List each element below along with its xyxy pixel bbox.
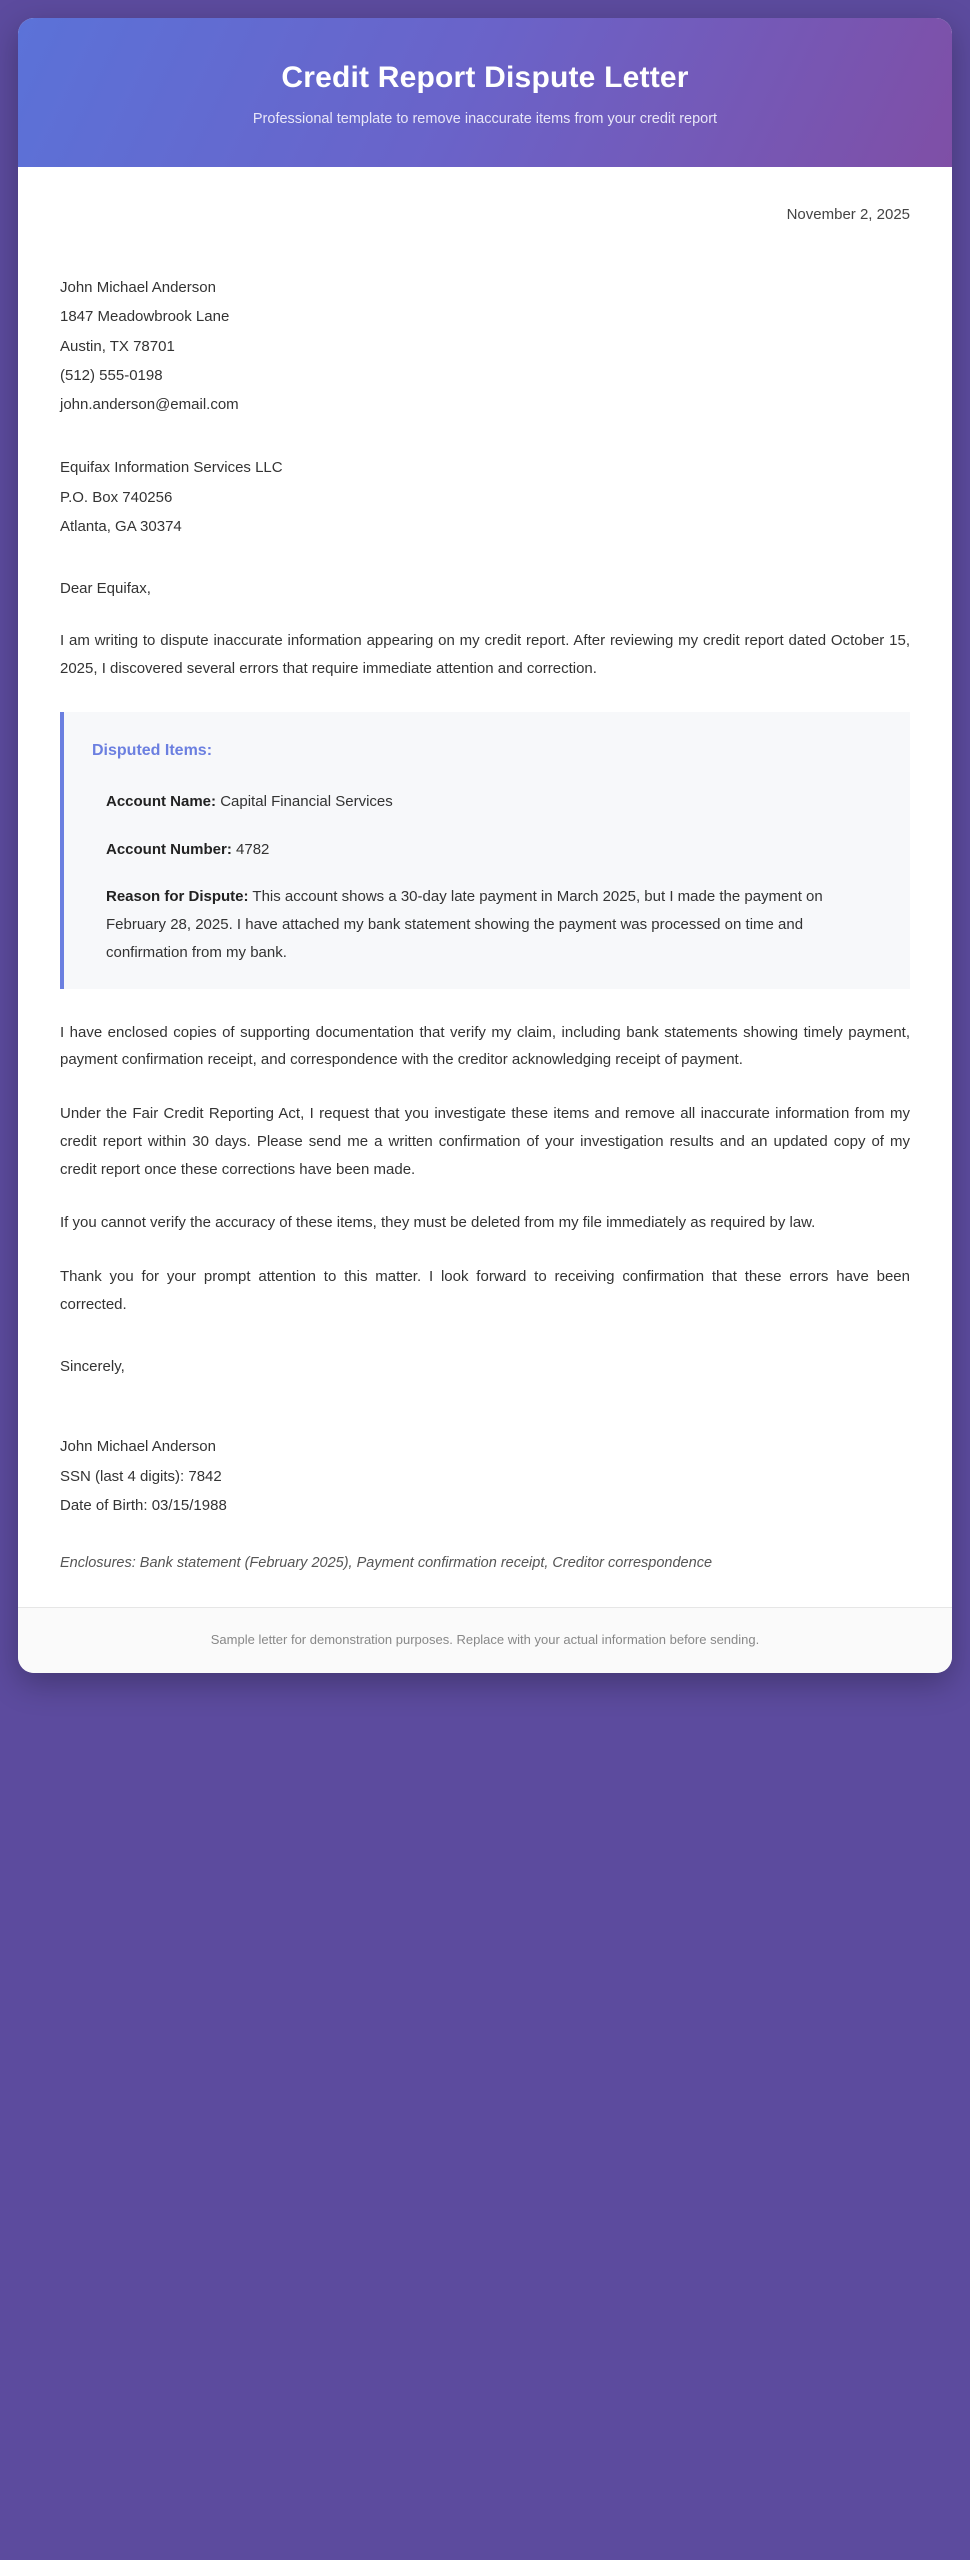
account-name-value: Capital Financial Services	[220, 792, 393, 810]
disputed-items-callout	[60, 712, 910, 988]
sender-address-block	[60, 273, 910, 419]
signature-block	[60, 1432, 910, 1520]
paragraph-verification: If you cannot verify the accuracy of these items, they must be deleted from my file immediately as required by law.	[60, 1214, 816, 1232]
account-number-label: Account Number:	[106, 840, 232, 858]
letter-date: November 2, 2025	[786, 206, 910, 224]
recipient-address-block	[60, 453, 910, 541]
letter-header	[18, 18, 952, 167]
letter-body	[18, 167, 952, 1607]
disputed-account-number-row	[92, 836, 882, 864]
recipient-city-state-zip: Atlanta, GA 30374	[60, 517, 182, 535]
letter-footer	[18, 1607, 952, 1674]
disputed-account-name-row	[92, 788, 882, 816]
letter-card	[18, 18, 952, 1673]
sender-street: 1847 Meadowbrook Lane	[60, 308, 230, 326]
reason-label: Reason for Dispute:	[106, 888, 249, 906]
account-name-label: Account Name:	[106, 792, 217, 810]
signature-dob: Date of Birth: 03/15/1988	[60, 1496, 227, 1514]
closing: Sincerely,	[60, 1357, 125, 1375]
account-number-value: 4782	[236, 840, 270, 858]
paragraph-fcra: Under the Fair Credit Reporting Act, I request that you investigate these items and remove all inaccurate information from my credit report within 30 days. Please send me a written confirmation of your investigation results and an updated copy of my credit report once these corrections have been made.	[60, 1105, 910, 1178]
salutation: Dear Equifax,	[60, 580, 151, 598]
enclosures: Enclosures: Bank statement (February 2025), Payment confirmation receipt, Creditor correspondence	[60, 1555, 713, 1572]
page-title: Credit Report Dispute Letter	[281, 61, 689, 94]
sender-phone: (512) 555-0198	[60, 366, 163, 384]
sender-name: John Michael Anderson	[60, 279, 216, 297]
footer-note: Sample letter for demonstration purposes. Replace with your actual information before sending.	[210, 1631, 760, 1647]
page-subtitle: Professional template to remove inaccurate items from your credit report	[252, 111, 718, 127]
recipient-po-box: P.O. Box 740256	[60, 488, 173, 506]
sender-city-state-zip: Austin, TX 78701	[60, 337, 175, 355]
disputed-reason-row	[92, 883, 882, 966]
paragraph-documentation: I have enclosed copies of supporting documentation that verify my claim, including bank statements showing timely payment, payment confirmation receipt, and correspondence with the creditor acknowledging receipt of payment.	[60, 1023, 910, 1069]
signature-name: John Michael Anderson	[60, 1438, 216, 1456]
disputed-items-title: Disputed Items:	[92, 742, 213, 760]
paragraph-intro: I am writing to dispute inaccurate information appearing on my credit report. After reviewing my credit report dated October 15, 2025, I discovered several errors that require immediate attention and correction.	[60, 631, 910, 677]
paragraph-thanks: Thank you for your prompt attention to this matter. I look forward to receiving confirmation that these errors have been corrected.	[60, 1268, 910, 1313]
signature-ssn: SSN (last 4 digits): 7842	[60, 1467, 222, 1485]
sender-email: john.anderson@email.com	[60, 396, 239, 414]
recipient-name: Equifax Information Services LLC	[60, 459, 283, 477]
reason-value: This account shows a 30-day late payment in March 2025, but I made the payment on February 28, 2025. I have attached my bank statement showing the payment was processed on time and confirmation from my bank.	[106, 888, 823, 961]
